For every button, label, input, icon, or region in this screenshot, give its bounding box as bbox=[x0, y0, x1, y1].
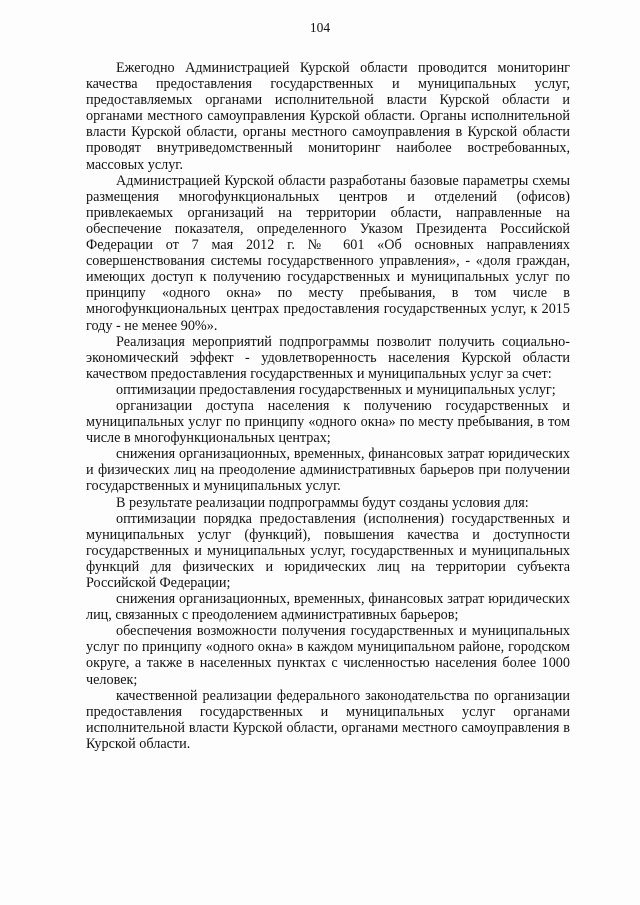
paragraph-condition-one-window: обеспечения возможности получения государственных и муниципальных услуг по принципу «одного окна» в каждом муниципальном районе, городском округе, а также в населенных пунктах с численностью населения более 1000 человек; bbox=[86, 623, 570, 688]
paragraph-condition-legislation: качественной реализации федерального законодательства по организации предоставления государственных и муниципальных услуг органами исполнительной власти Курской области, органами местного самоуправления в Курской области. bbox=[86, 687, 570, 752]
paragraph-conditions-intro: В результате реализации подпрограммы будут созданы условия для: bbox=[116, 494, 529, 511]
paragraph-condition-costs: снижения организационных, временных, финансовых затрат юридических лиц, связанных с преодолением административных барьеров; bbox=[86, 591, 570, 624]
paragraph-monitoring: Ежегодно Администрацией Курской области проводится мониторинг качества предоставления государственных и муниципальных услуг, предоставляемых органами исполнительной власти Курской области и органами местного самоуправления Курской области. Органы исполнительной власти Курской области, органы местного самоуправления в Курской области проводят внутриведомственный мониторинг наиболее востребованных, массовых услуг. bbox=[86, 60, 570, 173]
paragraph-item-access: организации доступа населения к получению государственных и муниципальных услуг по принципу «одного окна» по месту пребывания, в том числе в многофункциональных центрах; bbox=[86, 397, 570, 447]
document-body bbox=[86, 60, 570, 752]
page-number: 104 bbox=[309, 20, 331, 35]
paragraph-mfc-parameters: Администрацией Курской области разработаны базовые параметры схемы размещения многофункциональных центров и отделений (офисов) привлекаемых организаций на территории области, направленные на обеспечение показателя, определенного Указом Президента Российской Федерации от 7 мая 2012 г. № 601 «Об основных направлениях совершенствования системы государственного управления», - «доля граждан, имеющих доступ к получению государственных и муниципальных услуг по принципу «одного окна» по месту пребывания, в том числе в многофункциональных центрах предоставления государственных услуг, к 2015 году - не менее 90%». bbox=[86, 172, 570, 334]
paragraph-condition-procedure: оптимизации порядка предоставления (исполнения) государственных и муниципальных услуг (функций), повышения качества и доступности государственных и муниципальных услуг, государственных и муниципальных функций для физических и юридических лиц на территории субъекта Российской Федерации; bbox=[86, 510, 570, 591]
paragraph-implementation-effect: Реализация мероприятий подпрограммы позволит получить социально-экономический эффект - удовлетворенность населения Курской области качеством предоставления государственных и муниципальных услуг за счет: bbox=[86, 333, 570, 382]
paragraph-item-cost-reduction: снижения организационных, временных, финансовых затрат юридических и физических лиц на преодоление административных барьеров при получении государственных и муниципальных услуг. bbox=[86, 446, 570, 495]
paragraph-item-optimization: оптимизации предоставления государственных и муниципальных услуг; bbox=[116, 381, 556, 398]
